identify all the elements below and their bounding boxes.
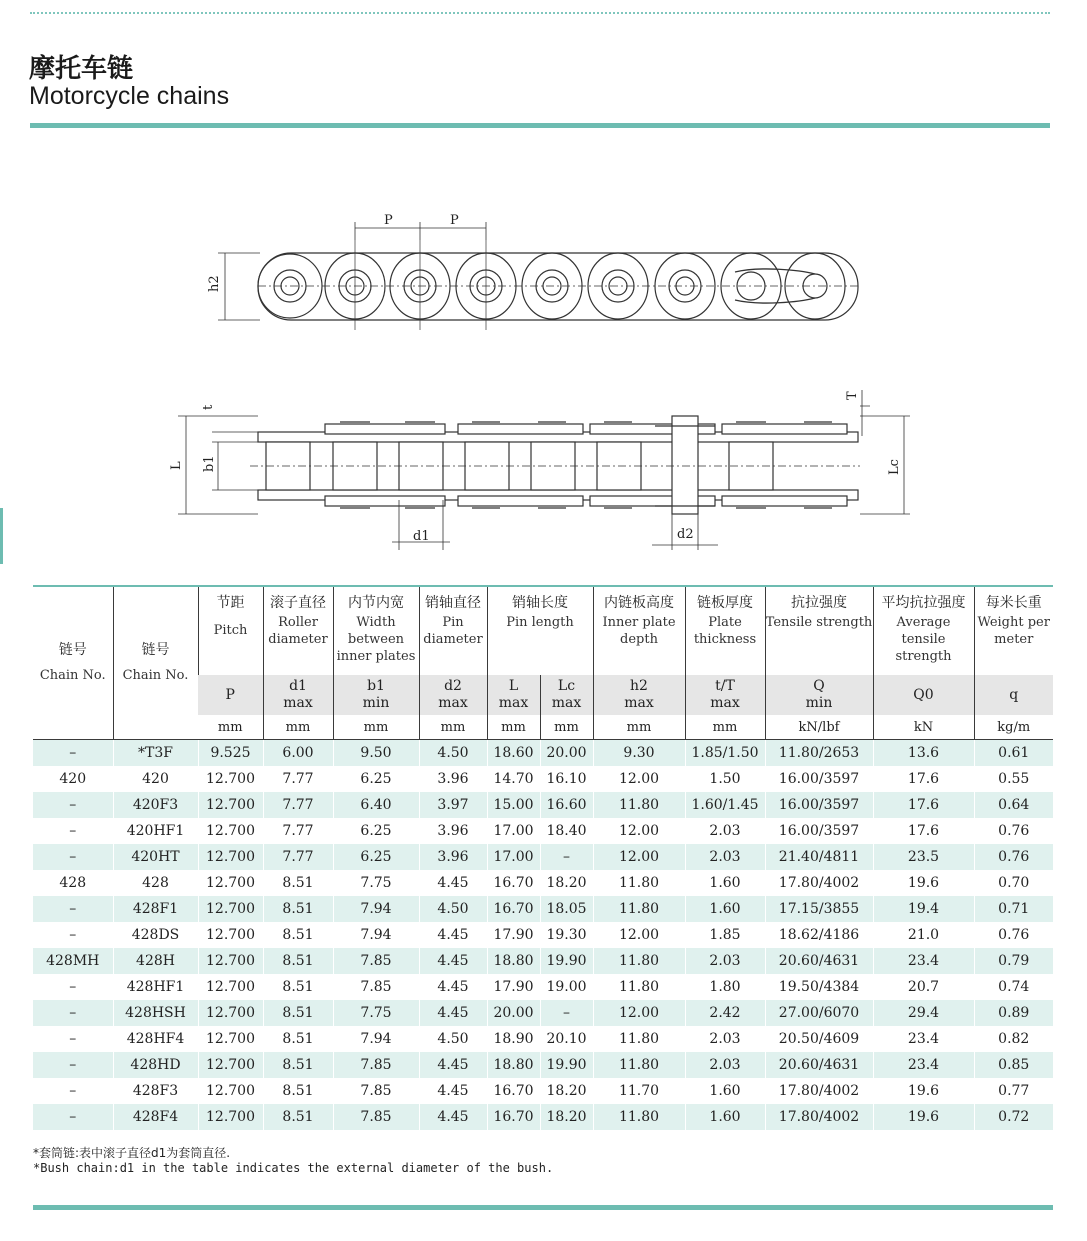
table-cell: 12.700	[198, 818, 263, 844]
table-cell: 18.40	[540, 818, 593, 844]
title-underline-bar	[30, 123, 1050, 128]
table-cell: 428HD	[113, 1052, 198, 1078]
table-cell: 12.700	[198, 1052, 263, 1078]
table-cell: 0.74	[974, 974, 1053, 1000]
table-row	[33, 1078, 1053, 1104]
table-cell: 0.72	[974, 1104, 1053, 1130]
label-Lc: Lc	[887, 459, 902, 475]
table-cell: 1.60	[685, 1104, 765, 1130]
table-cell: 17.80/4002	[765, 1104, 873, 1130]
symbol-d2: d2 max	[419, 675, 487, 715]
table-cell: 0.76	[974, 922, 1053, 948]
table-cell: 20.7	[873, 974, 974, 1000]
table-cell: 12.00	[593, 818, 685, 844]
table-cell: 18.80	[487, 948, 540, 974]
table-cell: –	[33, 740, 113, 767]
table-cell: 8.51	[263, 896, 333, 922]
table-cell: 12.700	[198, 948, 263, 974]
table-cell: –	[33, 1104, 113, 1130]
table-cell: 7.85	[333, 1104, 419, 1130]
table-cell: 12.00	[593, 922, 685, 948]
table-cell: 20.00	[540, 740, 593, 767]
table-cell: 11.80	[593, 948, 685, 974]
table-cell: 27.00/6070	[765, 1000, 873, 1026]
label-T: T	[845, 391, 860, 400]
table-cell: 20.60/4631	[765, 948, 873, 974]
table-cell: 1.85/1.50	[685, 740, 765, 767]
table-cell: 420HF1	[113, 818, 198, 844]
unit-d2: mm	[419, 715, 487, 740]
table-cell: 2.03	[685, 818, 765, 844]
table-cell: 20.60/4631	[765, 1052, 873, 1078]
spec-table	[33, 587, 1053, 1130]
table-cell: 12.700	[198, 1078, 263, 1104]
table-cell: 9.50	[333, 740, 419, 767]
unit-tT: mm	[685, 715, 765, 740]
table-cell: 8.51	[263, 922, 333, 948]
table-row	[33, 1026, 1053, 1052]
table-cell: 1.60	[685, 870, 765, 896]
table-cell: 17.6	[873, 766, 974, 792]
table-row	[33, 974, 1053, 1000]
table-cell: 19.90	[540, 948, 593, 974]
table-cell: 1.60/1.45	[685, 792, 765, 818]
table-cell: 17.15/3855	[765, 896, 873, 922]
table-row	[33, 1104, 1053, 1130]
table-cell: 18.80	[487, 1052, 540, 1078]
table-cell: 428	[113, 870, 198, 896]
table-cell: 11.80	[593, 1104, 685, 1130]
header-pin-diameter: 销轴直径 Pin diameter	[419, 587, 487, 675]
chain-top-view	[178, 390, 910, 550]
table-cell: 12.700	[198, 922, 263, 948]
table-cell: 428HSH	[113, 1000, 198, 1026]
table-cell: 3.97	[419, 792, 487, 818]
table-cell: 7.77	[263, 818, 333, 844]
table-cell: 29.4	[873, 1000, 974, 1026]
table-row	[33, 792, 1053, 818]
table-cell: 428HF1	[113, 974, 198, 1000]
table-cell: 16.00/3597	[765, 792, 873, 818]
symbol-Q: Q min	[765, 675, 873, 715]
table-cell: 16.70	[487, 896, 540, 922]
table-cell: 0.79	[974, 948, 1053, 974]
table-cell: 8.51	[263, 948, 333, 974]
label-P2: P	[450, 213, 459, 228]
table-row	[33, 1000, 1053, 1026]
table-cell: 7.94	[333, 922, 419, 948]
table-cell: 18.62/4186	[765, 922, 873, 948]
table-cell: 18.20	[540, 1078, 593, 1104]
table-cell: 0.55	[974, 766, 1053, 792]
table-cell: 9.30	[593, 740, 685, 767]
table-cell: 7.77	[263, 766, 333, 792]
table-cell: 1.60	[685, 1078, 765, 1104]
table-cell: 428F1	[113, 896, 198, 922]
table-cell: 12.700	[198, 792, 263, 818]
table-cell: 4.45	[419, 948, 487, 974]
table-cell: 8.51	[263, 870, 333, 896]
symbol-d1: d1 max	[263, 675, 333, 715]
unit-b1: mm	[333, 715, 419, 740]
table-cell: –	[33, 896, 113, 922]
table-cell: 11.80	[593, 792, 685, 818]
header-pitch: 节距 Pitch	[198, 587, 263, 675]
table-row	[33, 1052, 1053, 1078]
header-plate-depth: 内链板高度 Inner plate depth	[593, 587, 685, 675]
table-cell: 3.96	[419, 818, 487, 844]
table-cell: –	[33, 1000, 113, 1026]
page-title-en: Motorcycle chains	[29, 82, 230, 110]
table-cell: 4.45	[419, 1000, 487, 1026]
chain-diagram	[0, 200, 1087, 560]
table-cell: 11.70	[593, 1078, 685, 1104]
table-cell: 12.700	[198, 766, 263, 792]
label-d1: d1	[413, 529, 430, 544]
table-cell: 6.40	[333, 792, 419, 818]
table-cell: 7.75	[333, 1000, 419, 1026]
table-cell: 7.85	[333, 974, 419, 1000]
label-b1: b1	[202, 455, 217, 472]
table-cell: 6.00	[263, 740, 333, 767]
table-row	[33, 844, 1053, 870]
table-cell: 12.700	[198, 1026, 263, 1052]
table-cell: 2.42	[685, 1000, 765, 1026]
table-cell: 7.85	[333, 1052, 419, 1078]
table-cell: –	[33, 818, 113, 844]
chain-side-view	[218, 222, 858, 330]
table-cell: 3.96	[419, 766, 487, 792]
table-cell: 12.700	[198, 844, 263, 870]
table-row	[33, 870, 1053, 896]
table-cell: 428DS	[113, 922, 198, 948]
table-cell: 16.70	[487, 1104, 540, 1130]
table-cell: 14.70	[487, 766, 540, 792]
table-cell: 23.5	[873, 844, 974, 870]
table-cell: –	[33, 1078, 113, 1104]
spec-table-wrapper	[33, 585, 1053, 1130]
table-cell: 7.94	[333, 1026, 419, 1052]
table-cell: 7.77	[263, 792, 333, 818]
table-cell: 17.6	[873, 792, 974, 818]
table-cell: 3.96	[419, 844, 487, 870]
label-d2: d2	[677, 527, 694, 542]
symbol-q: q	[974, 675, 1053, 715]
table-cell: 428H	[113, 948, 198, 974]
table-cell: 428HF4	[113, 1026, 198, 1052]
unit-Lc: mm	[540, 715, 593, 740]
table-cell: 12.00	[593, 844, 685, 870]
table-cell: 18.90	[487, 1026, 540, 1052]
table-cell: 0.77	[974, 1078, 1053, 1104]
table-row	[33, 948, 1053, 974]
unit-Q: kN/lbf	[765, 715, 873, 740]
table-cell: 420HT	[113, 844, 198, 870]
label-t: t	[201, 404, 216, 410]
table-row	[33, 896, 1053, 922]
header-chain-no-2: 链号 Chain No.	[113, 587, 198, 740]
table-cell: 420	[33, 766, 113, 792]
table-row	[33, 818, 1053, 844]
table-cell: –	[540, 844, 593, 870]
table-cell: 1.50	[685, 766, 765, 792]
table-cell: 11.80	[593, 870, 685, 896]
table-cell: 420	[113, 766, 198, 792]
table-cell: 11.80	[593, 1026, 685, 1052]
table-cell: 4.45	[419, 870, 487, 896]
table-cell: 12.700	[198, 1000, 263, 1026]
table-cell: 11.80	[593, 896, 685, 922]
table-cell: 11.80/2653	[765, 740, 873, 767]
table-cell: –	[33, 1026, 113, 1052]
label-L: L	[169, 461, 184, 470]
table-cell: 8.51	[263, 1000, 333, 1026]
table-cell: 8.51	[263, 974, 333, 1000]
table-cell: 20.00	[487, 1000, 540, 1026]
table-cell: 4.45	[419, 1078, 487, 1104]
unit-L: mm	[487, 715, 540, 740]
table-cell: 0.89	[974, 1000, 1053, 1026]
table-cell: 0.76	[974, 844, 1053, 870]
table-cell: 23.4	[873, 948, 974, 974]
table-cell: 16.10	[540, 766, 593, 792]
table-cell: 12.700	[198, 974, 263, 1000]
table-cell: 0.61	[974, 740, 1053, 767]
header-pin-length: 销轴长度 Pin length	[487, 587, 593, 675]
table-cell: 17.90	[487, 922, 540, 948]
table-cell: 16.00/3597	[765, 818, 873, 844]
footnote-cn: *套筒链:表中滚子直径d1为套筒直径.	[33, 1146, 231, 1160]
table-cell: 17.00	[487, 844, 540, 870]
table-cell: –	[33, 1052, 113, 1078]
table-cell: 17.80/4002	[765, 870, 873, 896]
table-cell: 16.70	[487, 1078, 540, 1104]
table-cell: 8.51	[263, 1104, 333, 1130]
table-cell: 0.76	[974, 818, 1053, 844]
table-cell: 4.50	[419, 740, 487, 767]
table-cell: 428	[33, 870, 113, 896]
table-cell: 17.90	[487, 974, 540, 1000]
table-cell: 19.50/4384	[765, 974, 873, 1000]
unit-p: mm	[198, 715, 263, 740]
table-cell: 16.00/3597	[765, 766, 873, 792]
table-cell: 1.85	[685, 922, 765, 948]
table-cell: 17.00	[487, 818, 540, 844]
table-cell: 428F3	[113, 1078, 198, 1104]
table-cell: 7.75	[333, 870, 419, 896]
top-dotted-line	[30, 12, 1050, 14]
symbol-p: P	[198, 675, 263, 715]
table-cell: 18.05	[540, 896, 593, 922]
table-cell: 4.45	[419, 922, 487, 948]
table-cell: 9.525	[198, 740, 263, 767]
table-cell: 23.4	[873, 1026, 974, 1052]
table-cell: 19.00	[540, 974, 593, 1000]
table-cell: 23.4	[873, 1052, 974, 1078]
table-cell: 11.80	[593, 1052, 685, 1078]
table-cell: –	[33, 974, 113, 1000]
table-cell: –	[33, 792, 113, 818]
table-cell: 19.6	[873, 1078, 974, 1104]
table-cell: 15.00	[487, 792, 540, 818]
table-cell: 0.64	[974, 792, 1053, 818]
table-cell: 18.60	[487, 740, 540, 767]
header-avg-tensile: 平均抗拉强度 Average tensile strength	[873, 587, 974, 675]
table-cell: –	[540, 1000, 593, 1026]
unit-h2: mm	[593, 715, 685, 740]
table-cell: 2.03	[685, 844, 765, 870]
table-cell: 17.6	[873, 818, 974, 844]
table-cell: 4.45	[419, 1052, 487, 1078]
page-title-cn: 摩托车链	[29, 54, 134, 84]
table-cell: 21.0	[873, 922, 974, 948]
table-cell: 4.50	[419, 896, 487, 922]
table-cell: 2.03	[685, 948, 765, 974]
label-P1: P	[384, 213, 393, 228]
table-cell: 12.700	[198, 1104, 263, 1130]
table-row	[33, 922, 1053, 948]
header-chain-no-1: 链号 Chain No.	[33, 587, 113, 740]
header-tensile: 抗拉强度 Tensile strength	[765, 587, 873, 675]
table-cell: 8.51	[263, 1026, 333, 1052]
header-weight: 每米长重 Weight per meter	[974, 587, 1053, 675]
table-cell: 19.4	[873, 896, 974, 922]
table-cell: 18.20	[540, 1104, 593, 1130]
table-cell: 0.71	[974, 896, 1053, 922]
table-cell: 7.77	[263, 844, 333, 870]
table-cell: 4.50	[419, 1026, 487, 1052]
symbol-Q0: Q0	[873, 675, 974, 715]
table-cell: 1.60	[685, 896, 765, 922]
bottom-accent-bar	[33, 1205, 1053, 1210]
table-cell: 12.700	[198, 896, 263, 922]
table-cell: 4.45	[419, 1104, 487, 1130]
unit-Q0: kN	[873, 715, 974, 740]
table-cell: 2.03	[685, 1052, 765, 1078]
table-cell: 6.25	[333, 766, 419, 792]
symbol-h2: h2 max	[593, 675, 685, 715]
table-cell: 18.20	[540, 870, 593, 896]
table-cell: 8.51	[263, 1052, 333, 1078]
table-cell: –	[33, 922, 113, 948]
table-cell: 1.80	[685, 974, 765, 1000]
table-row	[33, 766, 1053, 792]
table-cell: 7.85	[333, 948, 419, 974]
header-width: 内节内宽 Width between inner plates	[333, 587, 419, 675]
table-cell: 16.60	[540, 792, 593, 818]
table-cell: 428MH	[33, 948, 113, 974]
table-row	[33, 740, 1053, 767]
table-cell: 6.25	[333, 844, 419, 870]
header-roller: 滚子直径 Roller diameter	[263, 587, 333, 675]
table-cell: 19.6	[873, 870, 974, 896]
table-cell: 4.45	[419, 974, 487, 1000]
footnote-en: *Bush chain:d1 in the table indicates the external diameter of the bush.	[33, 1161, 554, 1175]
header-plate-thickness: 链板厚度 Plate thickness	[685, 587, 765, 675]
label-h2: h2	[207, 275, 222, 292]
table-cell: 12.00	[593, 766, 685, 792]
table-cell: 13.6	[873, 740, 974, 767]
table-cell: 17.80/4002	[765, 1078, 873, 1104]
table-cell: –	[33, 844, 113, 870]
table-cell: 0.82	[974, 1026, 1053, 1052]
table-cell: 12.00	[593, 1000, 685, 1026]
table-cell: 2.03	[685, 1026, 765, 1052]
table-cell: 20.50/4609	[765, 1026, 873, 1052]
table-cell: 16.70	[487, 870, 540, 896]
unit-q: kg/m	[974, 715, 1053, 740]
spec-table-body	[33, 740, 1053, 1131]
table-cell: 21.40/4811	[765, 844, 873, 870]
table-cell: 20.10	[540, 1026, 593, 1052]
table-cell: *T3F	[113, 740, 198, 767]
symbol-Lc: Lc max	[540, 675, 593, 715]
table-cell: 6.25	[333, 818, 419, 844]
table-cell: 7.85	[333, 1078, 419, 1104]
table-cell: 19.6	[873, 1104, 974, 1130]
unit-d1: mm	[263, 715, 333, 740]
table-cell: 7.94	[333, 896, 419, 922]
table-cell: 428F4	[113, 1104, 198, 1130]
table-cell: 8.51	[263, 1078, 333, 1104]
symbol-b1: b1 min	[333, 675, 419, 715]
table-cell: 19.30	[540, 922, 593, 948]
table-cell: 12.700	[198, 870, 263, 896]
symbol-tT: t/T max	[685, 675, 765, 715]
table-cell: 0.85	[974, 1052, 1053, 1078]
table-cell: 11.80	[593, 974, 685, 1000]
table-cell: 0.70	[974, 870, 1053, 896]
symbol-L: L max	[487, 675, 540, 715]
table-cell: 420F3	[113, 792, 198, 818]
table-cell: 19.90	[540, 1052, 593, 1078]
